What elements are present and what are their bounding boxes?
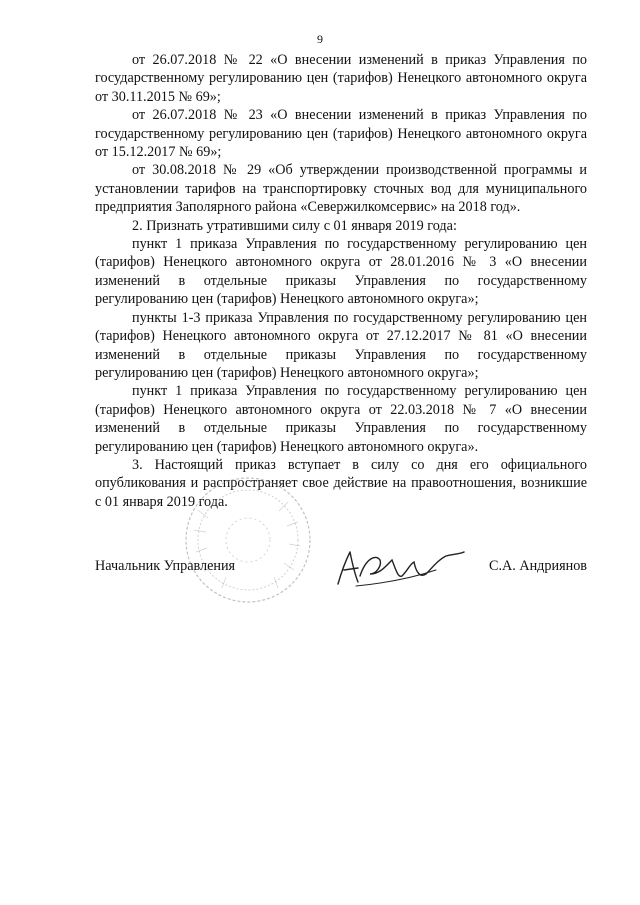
- signer-title: Начальник Управления: [95, 558, 236, 574]
- signature-block: [95, 558, 587, 588]
- paragraph-8: 3. Настоящий приказ вступает в силу со дня его официального опубликования и распространяет свое действие на правоотношения, возникшие с 01 января 2019 года.: [95, 456, 587, 510]
- document-body: [95, 51, 587, 511]
- paragraph-6: пункты 1-3 приказа Управления по государственному регулированию цен (тарифов) Ненецкого автономного округа от 27.12.2017 № 81 «О внесении изменений в отдельные приказы Управления по государственному регулированию цен (тарифов) Ненецкого автономного округа»;: [95, 309, 587, 381]
- paragraph-3: от 30.08.2018 № 29 «Об утверждении производственной программы и установлении тарифов на транспортировку сточных вод для муниципального предприятия Заполярного района «Севержилкомсервис» на 2018 год».: [95, 162, 587, 216]
- page-number: 9: [317, 32, 323, 46]
- signer-name: С.А. Андриянов: [488, 558, 587, 574]
- paragraph-1: от 26.07.2018 № 22 «О внесении изменений в приказ Управления по государственному регулированию цен (тарифов) Ненецкого автономного округа от 30.11.2015 № 69»;: [95, 52, 587, 105]
- paragraph-2: от 26.07.2018 № 23 «О внесении изменений в приказ Управления по государственному регулированию цен (тарифов) Ненецкого автономного округа от 15.12.2017 № 69»;: [95, 107, 587, 161]
- paragraph-7: пункт 1 приказа Управления по государственному регулированию цен (тарифов) Ненецкого автономного округа от 22.03.2018 № 7 «О внесении изменений в отдельные приказы Управления по государственному регулированию цен (тарифов) Ненецкого автономного округа».: [95, 383, 587, 455]
- official-stamp: [178, 470, 318, 610]
- paragraph-5: пункт 1 приказа Управления по государственному регулированию цен (тарифов) Ненецкого автономного округа от 28.01.2016 № 3 «О внесении изменений в отдельные приказы Управления по государственному регулированию цен (тарифов) Ненецкого автономного округа»;: [95, 236, 587, 308]
- paragraph-4: 2. Признать утратившими силу с 01 января 2019 года:: [132, 217, 457, 234]
